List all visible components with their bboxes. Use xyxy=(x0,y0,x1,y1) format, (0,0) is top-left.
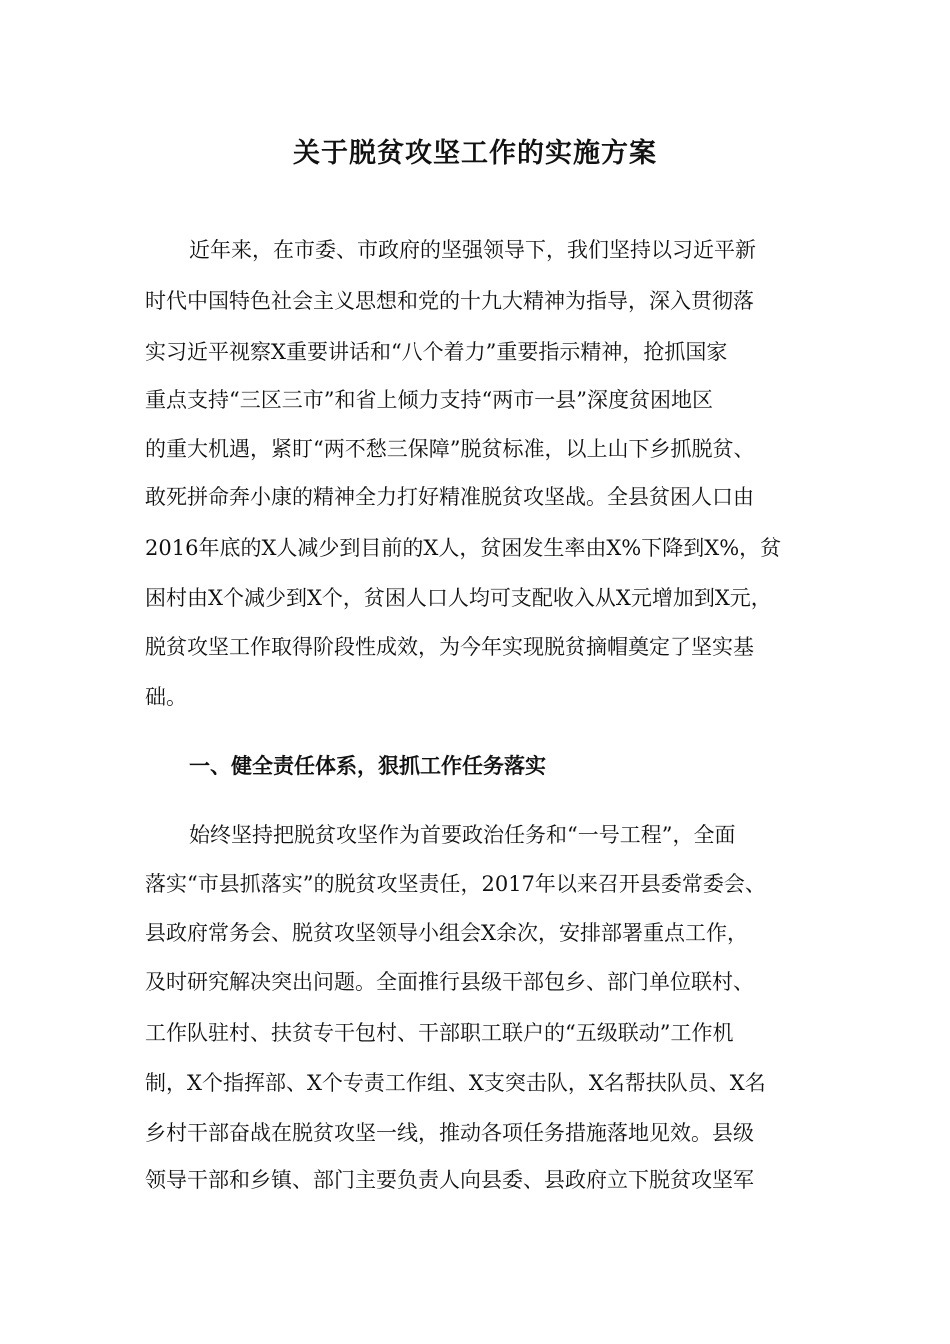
paragraph-line: 制，X个指挥部、X个专责工作组、X支突击队，X名帮扶队员、X名 xyxy=(145,1071,766,1095)
paragraph-line: 重点支持“三区三市”和省上倾力支持“两市一县”深度贫困地区 xyxy=(145,388,713,412)
paragraph-line: 脱贫攻坚工作取得阶段性成效，为今年实现脱贫摘帽奠定了坚实基 xyxy=(145,635,754,659)
paragraph-line: 落实“市县抓落实”的脱贫攻坚责任，2017年以来召开县委常委会、 xyxy=(145,872,766,896)
paragraph-line: 领导干部和乡镇、部门主要负责人向县委、县政府立下脱贫攻坚军 xyxy=(145,1168,754,1192)
paragraph-line: 的重大机遇，紧盯“两不愁三保障”脱贫标准，以上山下乡抓脱贫、 xyxy=(145,437,755,461)
paragraph-line: 时代中国特色社会主义思想和党的十九大精神为指导，深入贯彻落 xyxy=(145,289,754,313)
paragraph-line: 敢死拼命奔小康的精神全力打好精准脱贫攻坚战。全县贫困人口由 xyxy=(145,485,754,509)
paragraph-line: 始终坚持把脱贫攻坚作为首要政治任务和“一号工程”，全面 xyxy=(189,823,736,847)
paragraph-line: 近年来，在市委、市政府的坚强领导下，我们坚持以习近平新 xyxy=(189,238,756,262)
paragraph-line: 乡村干部奋战在脱贫攻坚一线，推动各项任务措施落地见效。县级 xyxy=(145,1121,754,1145)
paragraph-line: 县政府常务会、脱贫攻坚领导小组会X余次，安排部署重点工作， xyxy=(145,921,748,945)
document-title: 关于脱贫攻坚工作的实施方案 xyxy=(293,138,657,169)
paragraph-line: 础。 xyxy=(145,685,187,709)
paragraph-line: 2016年底的X人减少到目前的X人，贫困发生率由X%下降到X%，贫 xyxy=(145,536,782,560)
paragraph-line: 困村由X个减少到X个，贫困人口人均可支配收入从X元增加到X元， xyxy=(145,586,772,610)
paragraph-line: 实习近平视察X重要讲话和“八个着力”重要指示精神，抢抓国家 xyxy=(145,340,728,364)
paragraph-line: 工作队驻村、扶贫专干包村、干部职工联户的“五级联动”工作机 xyxy=(145,1021,734,1045)
paragraph-line: 及时研究解决突出问题。全面推行县级干部包乡、部门单位联村、 xyxy=(145,970,754,994)
section-heading: 一、健全责任体系，狠抓工作任务落实 xyxy=(189,753,546,778)
